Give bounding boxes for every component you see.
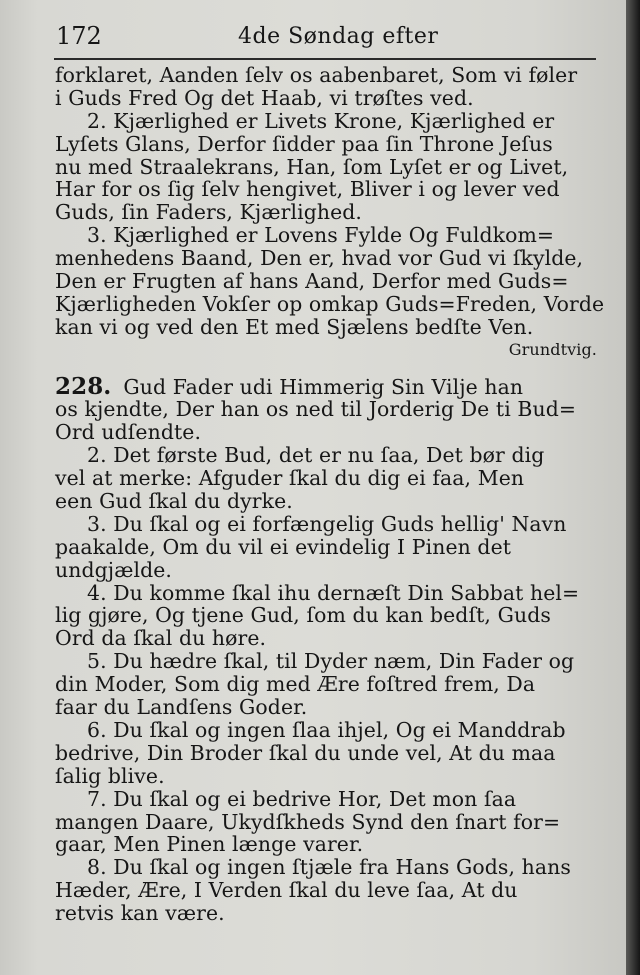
text-line: Ord udſendte. bbox=[55, 420, 202, 445]
text-line: een Gud ſkal du dyrke. bbox=[55, 489, 293, 514]
text-line: kan vi og ved den Et med Sjælens bedſte Ven. bbox=[55, 314, 534, 339]
running-title: 4de Søndag efter bbox=[238, 24, 439, 49]
text-line: i Guds Fred Og det Haab, vi trøſtes ved. bbox=[55, 85, 474, 110]
text-line: Kjærligheden Vokſer op omkap Guds=Freden, Vorde bbox=[55, 291, 605, 316]
text-line: os kjendte, Der han os ned til Jorderig De ti Bud= bbox=[55, 397, 577, 422]
text-line: Har for os ſig ſelv hengivet, Bliver i og lever ved bbox=[55, 177, 560, 202]
page-number: 172 bbox=[56, 22, 102, 50]
text-line: 3. Du ſkal og ei forfængelig Guds hellig' Navn bbox=[87, 511, 567, 536]
text-line: 4. Du komme ſkal ihu dernæſt Din Sabbat hel= bbox=[87, 580, 580, 605]
text-line: undgjælde. bbox=[55, 557, 172, 582]
text-line: paakalde, Om du vil ei evindelig I Pinen det bbox=[55, 534, 512, 559]
text-line: 5. Du hædre ſkal, til Dyder næm, Din Fader og bbox=[87, 649, 575, 674]
text-line: gaar, Men Pinen længe varer. bbox=[55, 832, 364, 857]
text-line: ſalig blive. bbox=[55, 763, 165, 788]
hymn-author: Grundtvig. bbox=[508, 339, 597, 359]
text-line: Den er Frugten af hans Aand, Derfor med Guds= bbox=[55, 269, 569, 294]
text-line: Guds, ſin Faders, Kjærlighed. bbox=[55, 200, 362, 225]
text-line: menhedens Baand, Den er, hvad vor Gud vi ſkylde, bbox=[55, 246, 584, 271]
text-line: 3. Kjærlighed er Lovens Fylde Og Fuldkom= bbox=[87, 223, 555, 248]
page-header bbox=[56, 22, 594, 56]
text-line: faar du Landſens Goder. bbox=[55, 695, 308, 720]
hymn-first-line-text: Gud Fader udi Himmerig Sin Vilje han bbox=[123, 374, 524, 399]
page-body bbox=[55, 64, 603, 925]
section-gap bbox=[55, 362, 603, 376]
hymn-number: 228. bbox=[55, 372, 112, 400]
text-line: bedrive, Din Broder ſkal du unde vel, At du maa bbox=[55, 740, 556, 765]
text-line: forklaret, Aanden ſelv os aabenbaret, Som vi føler bbox=[55, 63, 578, 87]
text-line: din Moder, Som dig med Ære foſtred frem, Da bbox=[55, 672, 536, 697]
header-rule bbox=[54, 58, 596, 60]
text-line: 2. Kjærlighed er Livets Krone, Kjærlighed er bbox=[87, 108, 555, 133]
text-line: retvis kan være. bbox=[55, 901, 225, 926]
text-line: Ord da ſkal du høre. bbox=[55, 626, 267, 651]
text-line: mangen Daare, Ukydſkheds Synd den ſnart for= bbox=[55, 809, 561, 834]
text-line: Hæder, Ære, I Verden ſkal du leve ſaa, At du bbox=[55, 878, 518, 903]
text-line: 8. Du ſkal og ingen ſtjæle fra Hans Gods, hans bbox=[87, 855, 571, 880]
text-line: vel at merke: Afguder ſkal du dig ei faa, Men bbox=[55, 466, 525, 491]
text-line: nu med Straalekrans, Han, ſom Lyſet er og Livet, bbox=[55, 154, 569, 179]
hymn-continuation bbox=[55, 64, 603, 362]
text-line: Lyſets Glans, Derfor ſidder paa ſin Throne Jeſus bbox=[55, 131, 553, 156]
hymn-228 bbox=[55, 372, 603, 926]
text-line: 7. Du ſkal og ei bedrive Hor, Det mon ſaa bbox=[87, 786, 517, 811]
hymn-first-line bbox=[55, 372, 603, 400]
text-line: 2. Det første Bud, det er nu ſaa, Det bør dig bbox=[87, 443, 545, 468]
text-line: 6. Du ſkal og ingen ſlaa ihjel, Og ei Manddrab bbox=[87, 717, 566, 742]
book-spine-shadow bbox=[626, 0, 640, 975]
text-line: lig gjøre, Og tjene Gud, ſom du kan bedſt, Guds bbox=[55, 603, 551, 628]
